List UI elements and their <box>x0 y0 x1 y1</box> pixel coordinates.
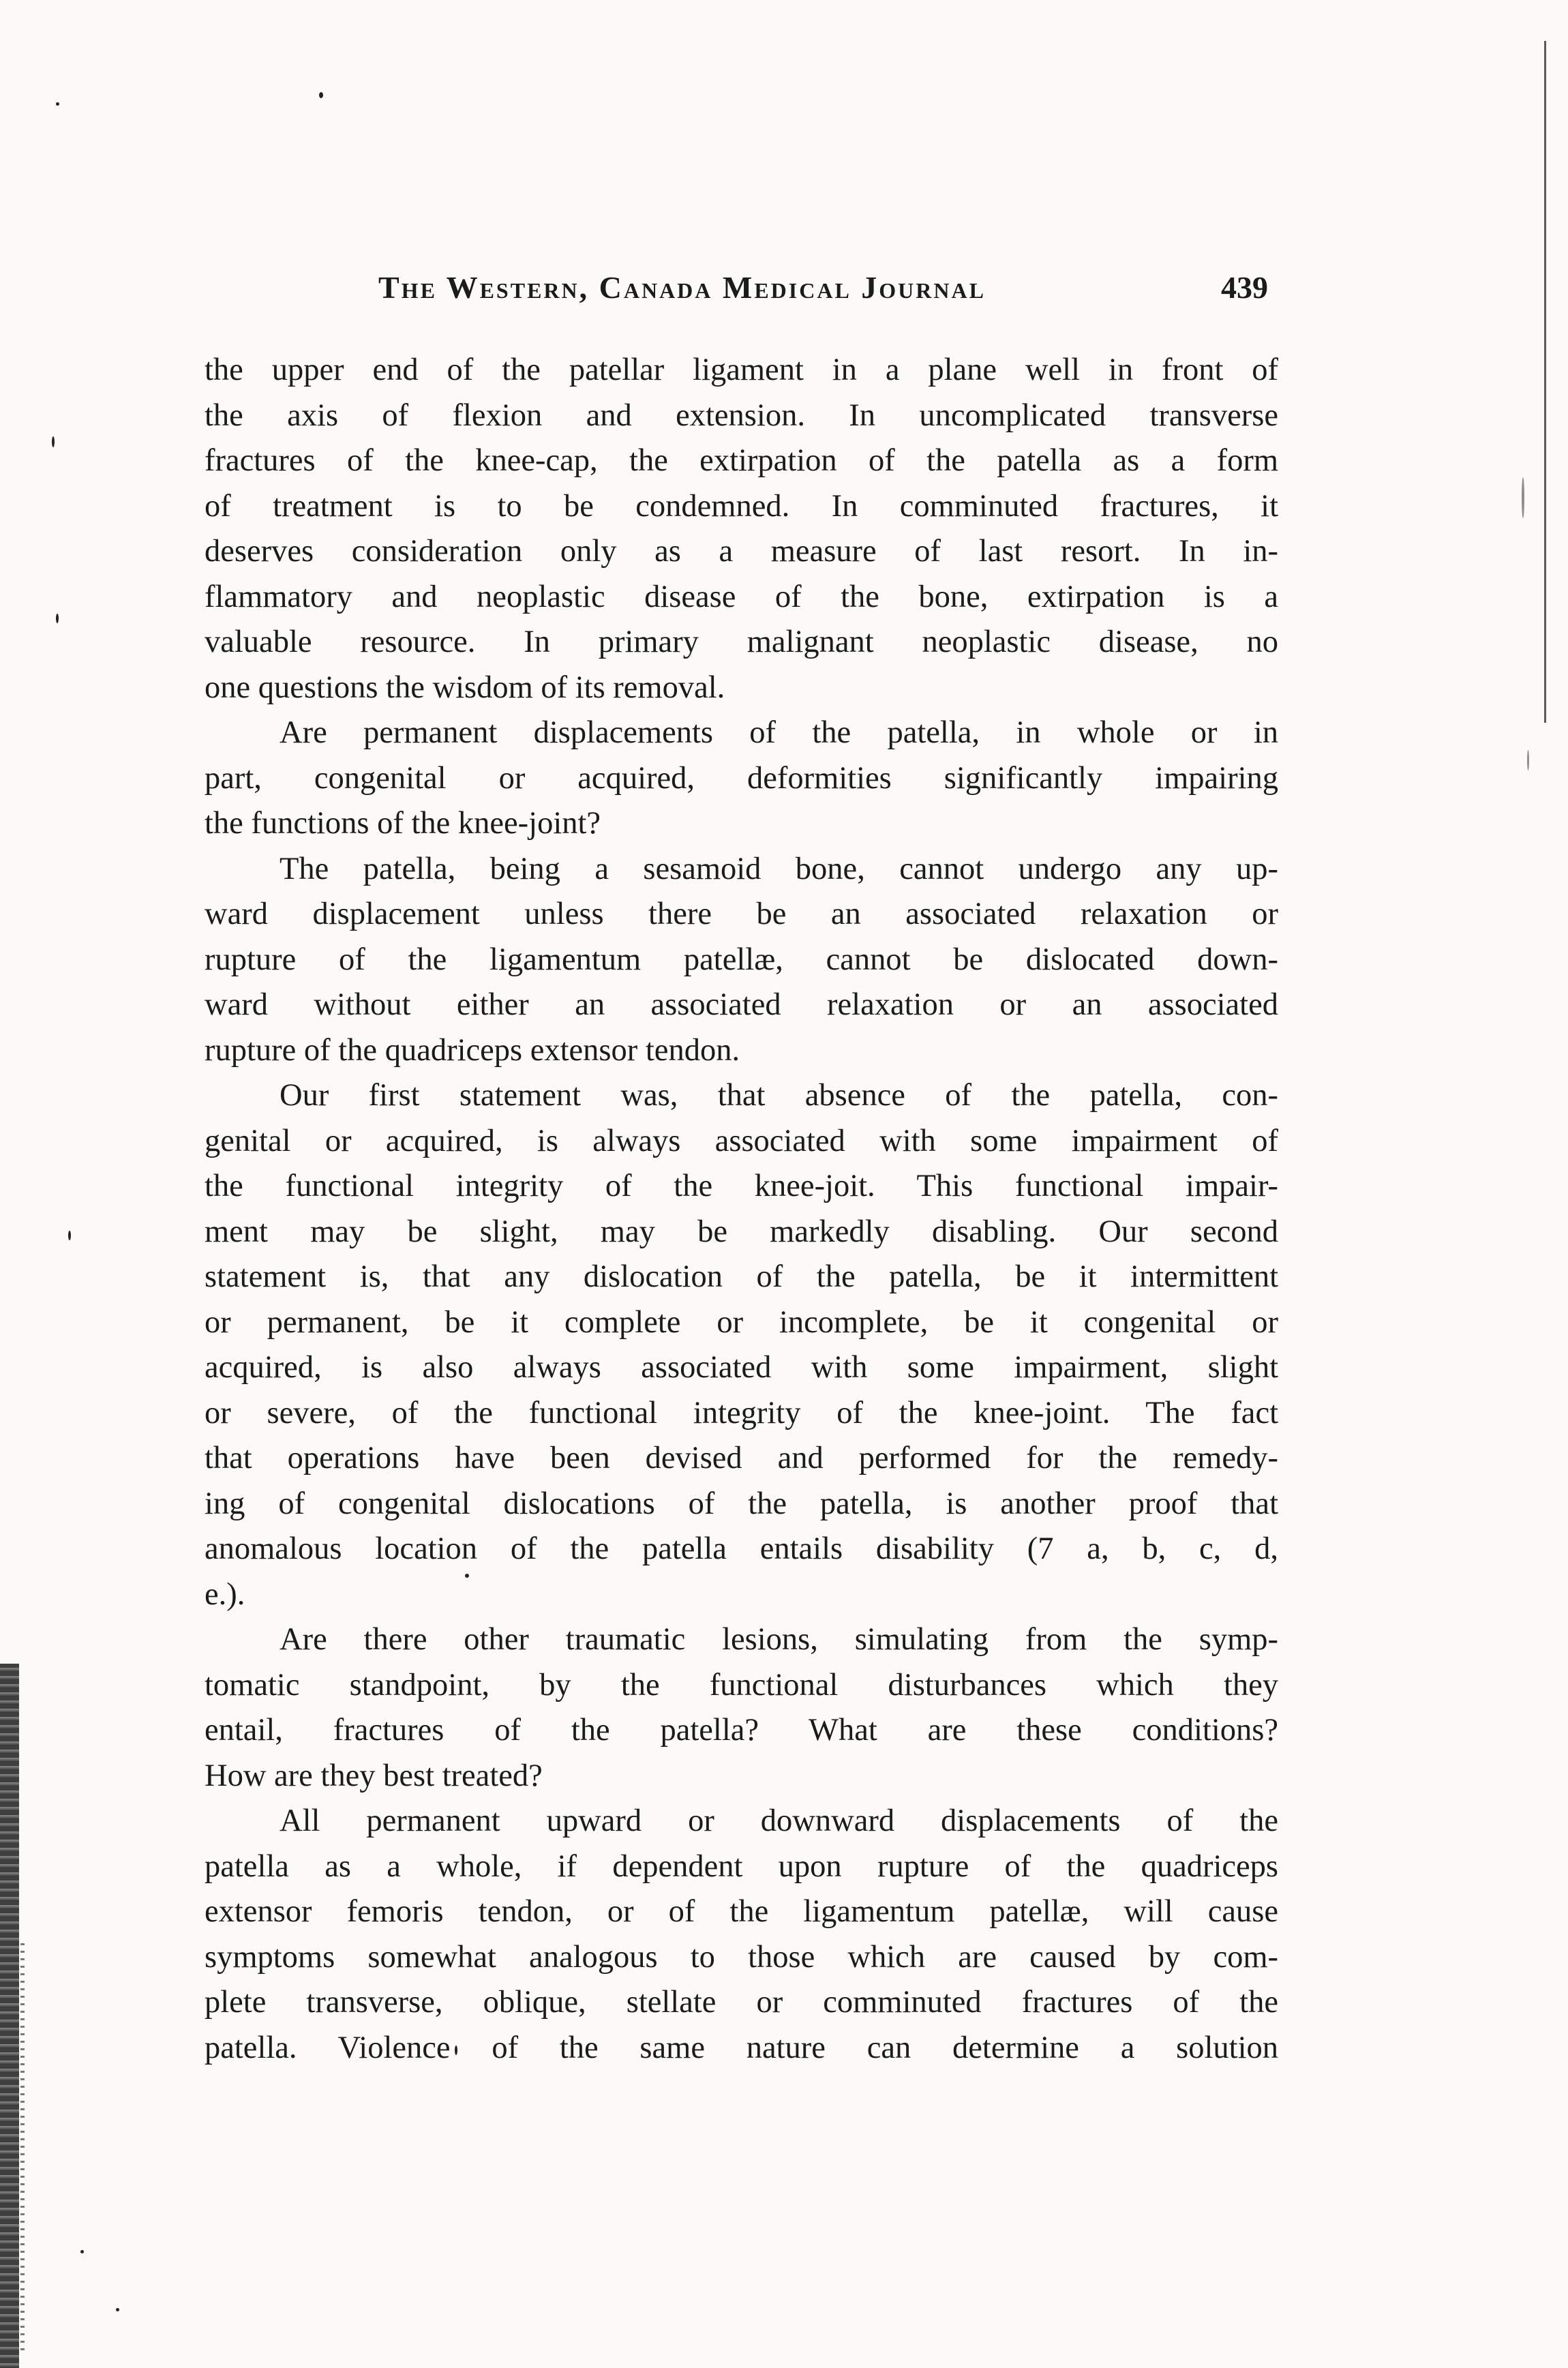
text-line: All permanent upward or downward displacements of the <box>280 1803 1278 1838</box>
scan-speck <box>68 1231 71 1240</box>
text-line: of treatment is to be condemned. In comminuted fractures, it <box>205 488 1278 524</box>
scan-speck <box>56 614 59 623</box>
text-line: How are they best treated? <box>205 1758 543 1793</box>
text-line: patella. Violence of the same nature can determine a solution <box>205 2030 1278 2065</box>
text-line: plete transverse, oblique, stellate or comminuted fractures of the <box>205 1985 1278 2020</box>
text-line: fractures of the knee-cap, the extirpation of the patella as a form <box>205 443 1278 478</box>
scan-edge-right <box>1544 41 1546 723</box>
scan-speck <box>80 2250 84 2253</box>
text-line: the upper end of the patellar ligament in a plane well in front of <box>205 353 1278 387</box>
body-text <box>205 348 1278 2071</box>
text-line: statement is, that any dislocation of the patella, be it intermittent <box>205 1259 1278 1294</box>
text-line: one questions the wisdom of its removal. <box>205 670 725 705</box>
text-line: ward displacement unless there be an associated relaxation or <box>205 897 1278 931</box>
journal-title: The Western, Canada Medical Journal <box>378 270 986 305</box>
text-line: tomatic standpoint, by the functional disturbances which they <box>205 1667 1278 1703</box>
text-line: Are permanent displacements of the patella, in whole or in <box>280 715 1278 750</box>
text-line: the axis of flexion and extension. In uncomplicated transverse <box>205 398 1278 433</box>
text-line: Are there other traumatic lesions, simulating from the symp- <box>280 1622 1278 1657</box>
text-line: entail, fractures of the patella? What are these conditions? <box>205 1713 1278 1748</box>
text-line: The patella, being a sesamoid bone, cannot undergo any up- <box>280 851 1278 886</box>
text-line: deserves consideration only as a measure of last resort. In in- <box>205 534 1278 569</box>
text-line: ment may be slight, may be markedly disabling. Our second <box>205 1214 1278 1249</box>
text-line: anomalous location of the patella entails disability (7 a, b, c, d, <box>205 1531 1278 1566</box>
text-line: extensor femoris tendon, or of the ligamentum patellæ, will cause <box>205 1894 1278 1929</box>
text-line: or permanent, be it complete or incomplete, be it congenital or <box>205 1304 1278 1340</box>
text-line: part, congenital or acquired, deformities significantly impairing <box>205 760 1278 796</box>
text-line: genital or acquired, is always associated with some impairment of <box>205 1123 1278 1158</box>
scan-speck <box>1527 750 1529 770</box>
page-number: 439 <box>1221 270 1268 305</box>
scan-speck <box>52 436 55 447</box>
text-line: the functional integrity of the knee-joit. This functional impair- <box>205 1169 1278 1203</box>
text-line: Our first statement was, that absence of the patella, con- <box>280 1078 1278 1113</box>
text-line: that operations have been devised and performed for the remedy- <box>205 1441 1278 1475</box>
text-line: or severe, of the functional integrity of the knee-joint. The fact <box>205 1395 1278 1430</box>
text-line: patella as a whole, if dependent upon rupture of the quadriceps <box>205 1848 1278 1884</box>
text-line: rupture of the ligamentum patellæ, cannot be dislocated down- <box>205 942 1278 977</box>
scan-edge-left-thin <box>20 1943 25 2352</box>
text-line: ward without either an associated relaxation or an associated <box>205 987 1278 1022</box>
scan-speck <box>1522 477 1524 518</box>
text-line: valuable resource. In primary malignant neoplastic disease, no <box>205 625 1278 659</box>
scan-speck <box>319 92 323 98</box>
text-line: the functions of the knee-joint? <box>205 806 601 841</box>
text-line: e.). <box>205 1576 245 1612</box>
scan-speck <box>56 102 59 106</box>
text-line: symptoms somewhat analogous to those which are caused by com- <box>205 1939 1278 1975</box>
text-line: ing of congenital dislocations of the patella, is another proof that <box>205 1486 1278 1521</box>
text-line: flammatory and neoplastic disease of the bone, extirpation is a <box>205 579 1278 614</box>
text-line: rupture of the quadriceps extensor tendon. <box>205 1032 740 1068</box>
text-line: acquired, is also always associated with some impairment, slight <box>205 1350 1278 1385</box>
scan-speck <box>116 2308 119 2311</box>
scan-edge-left <box>0 1664 19 2368</box>
running-header <box>378 269 1268 310</box>
